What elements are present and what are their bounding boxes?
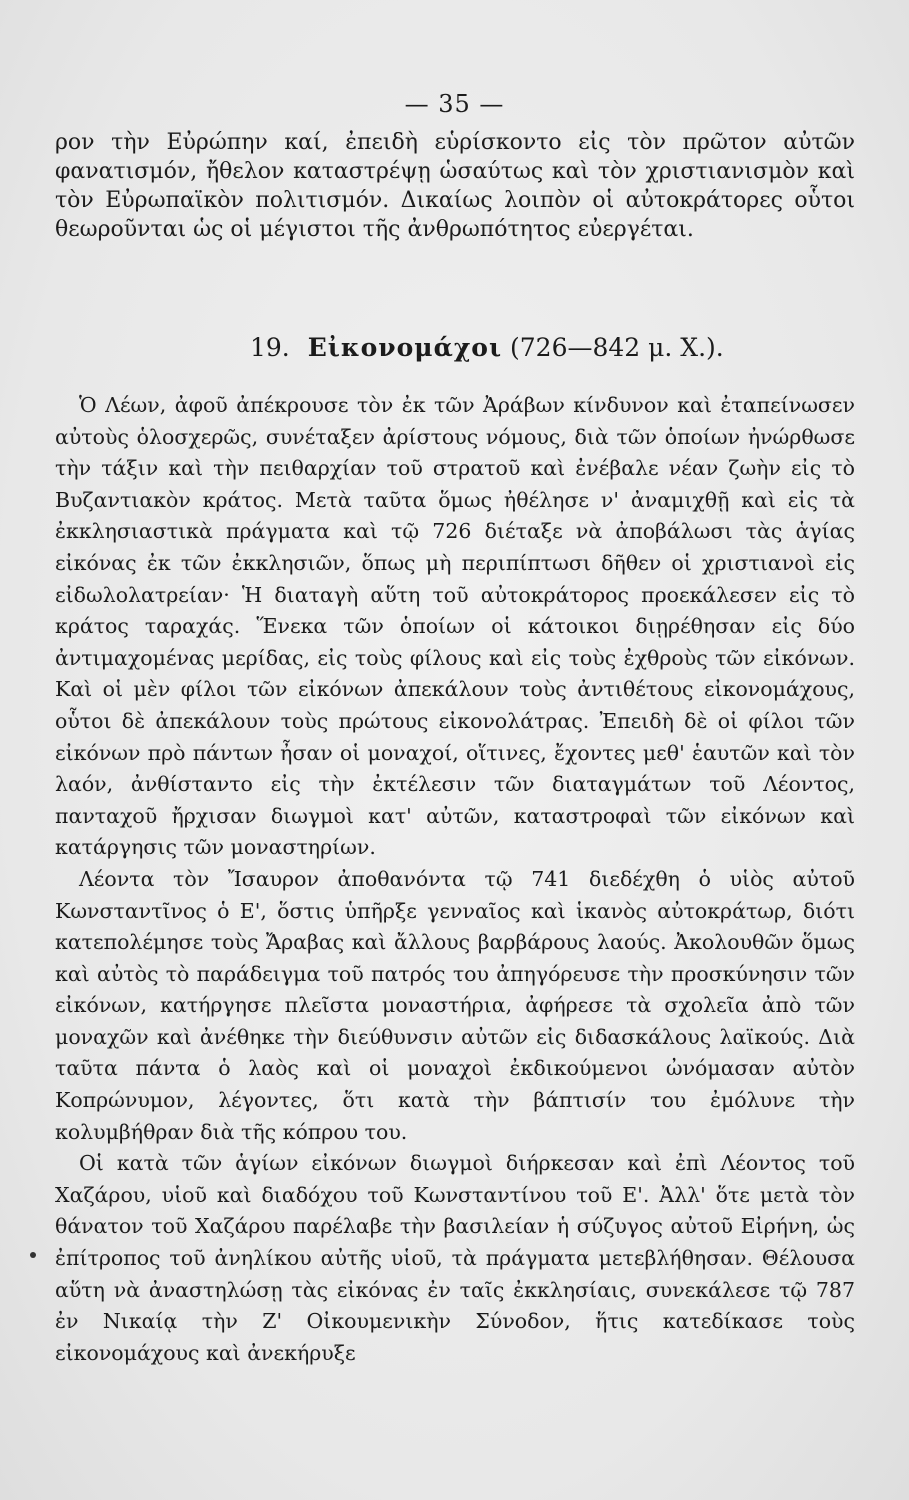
section-title: Εἰκονομάχοι — [307, 333, 503, 362]
section-heading — [250, 333, 724, 362]
page-number: — 35 — — [404, 90, 505, 118]
paragraph: Λέοντα τὸν Ἴσαυρον ἀποθανόντα τῷ 741 διεδέχθη ὁ υἱὸς αὐτοῦ Κωνσταντῖνος ὁ Ε', ὅστις ὑπῆρξε γενναῖος καὶ ἱκανὸς αὐτοκράτωρ, διότι κατεπολέμησε τοὺς Ἄραβας καὶ ἄλλους βαρβάρους λαούς. Ἀκολουθῶν ὅμως καὶ αὐτὸς τὸ παράδειγμα τοῦ πατρός του ἀπηγόρευσε τὴν προσκύνησιν τῶν εἰκόνων, κατήργησε πλεῖστα μοναστήρια, ἀφήρεσε τὰ σχολεῖα ἀπὸ τῶν μοναχῶν καὶ ἀνέθηκε τὴν διεύθυνσιν αὐτῶν εἰς διδασκάλους λαϊκούς. Διὰ ταῦτα πάντα ὁ λαὸς καὶ οἱ μοναχοὶ ἐκδικούμενοι ὠνόμασαν αὐτὸν Κοπρώνυμον, λέγοντες, ὅτι κατὰ τὴν βάπτισίν του ἐμόλυνε τὴν κολυμβήθραν διὰ τῆς κόπρου του. — [55, 866, 855, 1144]
section-body — [55, 390, 855, 1369]
ink-spot — [30, 1252, 36, 1258]
paragraph: Ὁ Λέων, ἀφοῦ ἀπέκρουσε τὸν ἐκ τῶν Ἀράβων κίνδυνον καὶ ἐταπείνωσεν αὐτοὺς ὁλοσχερῶς, συνέταξεν ἀρίστους νόμους, διὰ τῶν ὁποίων ἠνώρθωσε τὴν τάξιν καὶ τὴν πειθαρχίαν τοῦ στρατοῦ καὶ ἐνέβαλε νέαν ζωὴν εἰς τὸ Βυζαντιακὸν κράτος. Μετὰ ταῦτα ὅμως ἠθέλησε ν' ἀναμιχθῇ καὶ εἰς τὰ ἐκκλησιαστικὰ πράγματα καὶ τῷ 726 διέταξε νὰ ἀποβάλωσι τὰς ἁγίας εἰκόνας ἐκ τῶν ἐκκλησιῶν, ὅπως μὴ περιπίπτωσι δῆθεν οἱ χριστιανοὶ εἰς εἰδωλολατρείαν· Ἡ διαταγὴ αὕτη τοῦ αὐτοκράτορος προεκάλεσεν εἰς τὸ κράτος ταραχάς. Ἕνεκα τῶν ὁποίων οἱ κάτοικοι διῃρέθησαν εἰς δύο ἀντιμαχομένας μερίδας, εἰς τοὺς φίλους καὶ εἰς τοὺς ἐχθροὺς τῶν εἰκόνων. Καὶ οἱ μὲν φίλοι τῶν εἰκόνων ἀπεκάλουν τοὺς ἀντιθέτους εἰκονομάχους, οὗτοι δὲ ἀπεκάλουν τοὺς πρώτους εἰκονολάτρας. Ἐπειδὴ δὲ οἱ φίλοι τῶν εἰκόνων πρὸ πάντων ἦσαν οἱ μοναχοί, οἵτινες, ἔχοντες μεθ' ἑαυτῶν καὶ τὸν λαόν, ἀνθίσταντο εἰς τὴν ἐκτέλεσιν τῶν διαταγμάτων τοῦ Λέοντος, πανταχοῦ ἤρχισαν διωγμοὶ κατ' αὐτῶν, καταστροφαὶ τῶν εἰκόνων καὶ κατάργησις τῶν μοναστηρίων. — [55, 393, 855, 860]
section-number: 19. — [250, 333, 290, 362]
paragraph: Οἱ κατὰ τῶν ἁγίων εἰκόνων διωγμοὶ διήρκεσαν καὶ ἐπὶ Λέοντος τοῦ Χαζάρου, υἱοῦ καὶ διαδόχου τοῦ Κωνσταντίνου τοῦ Ε'. Ἀλλ' ὅτε μετὰ τὸν θάνατον τοῦ Χαζάρου παρέλαβε τὴν βασιλείαν ἡ σύζυγος αὐτοῦ Εἰρήνη, ὡς ἐπίτροπος τοῦ ἀνηλίκου αὐτῆς υἱοῦ, τὰ πράγματα μετεβλήθησαν. Θέλουσα αὕτη νὰ ἀναστηλώσῃ τὰς εἰκόνας ἐν ταῖς ἐκκλησίαις, συνεκάλεσε τῷ 787 ἐν Νικαίᾳ τὴν Ζ' Οἰκουμενικὴν Σύνοδον, ἥτις κατεδίκασε τοὺς εἰκονομάχους καὶ ἀνεκήρυξε — [55, 1151, 855, 1365]
intro-paragraph: ρον τὴν Εὐρώπην καί, ἐπειδὴ εὑρίσκοντο εἰς τὸν πρῶτον αὐτῶν φανατισμόν, ἤθελον καταστρέψῃ ὡσαύτως καὶ τὸν χριστιανισμὸν καὶ τὸν Εὐρωπαϊκὸν πολιτισμόν. Δικαίως λοιπὸν οἱ αὐτοκράτορες οὗτοι θεωροῦνται ὡς οἱ μέγιστοι τῆς ἀνθρωπότητος εὐεργέται. — [55, 130, 855, 242]
section-dates: (726—842 μ. Χ.). — [510, 333, 724, 362]
